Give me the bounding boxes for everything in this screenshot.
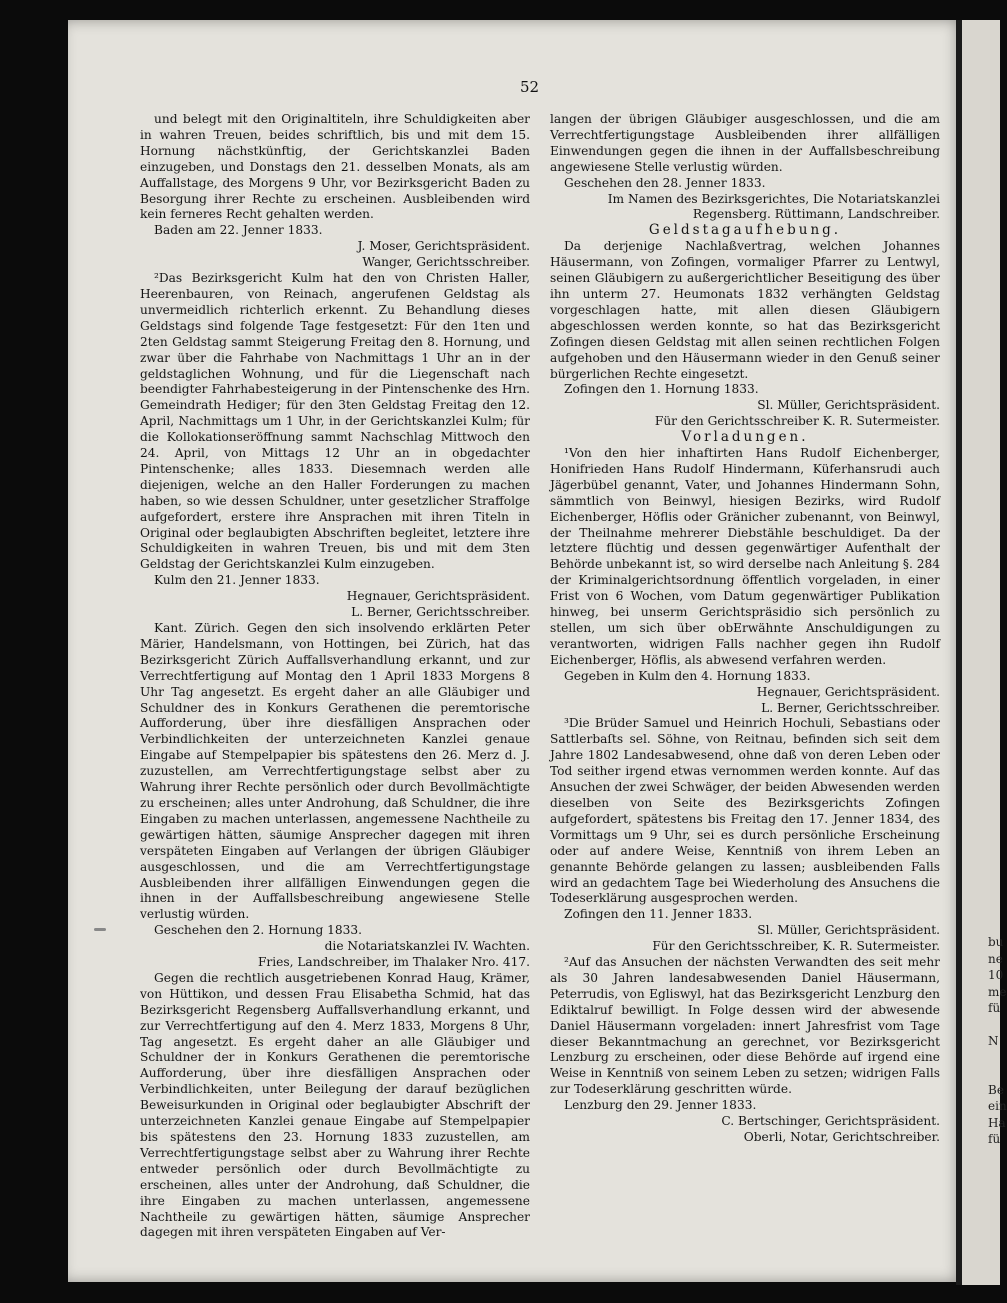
- margin-mark: [94, 928, 106, 931]
- left-column: [140, 112, 530, 1241]
- dateline: Zofingen den 11. Jenner 1833.: [564, 907, 753, 922]
- edge-fragment: bu: [988, 935, 1004, 949]
- signature: J. Moser, Gerichtspräsident.: [357, 239, 530, 254]
- section-heading: Geldstagaufhebung.: [648, 222, 842, 239]
- paragraph: ²Das Bezirksgericht Kulm hat den von Christen Haller, Heerenbauren, von Reinach, angerufenen Geldstag als unvermeidlich richterlich erkennt. Zu Behandlung dieses Geldstags sind folgende Tage festgesetzt: Für den 1ten und 2ten Geldstag sammt Steigerung Freitag den 8. Hornung, und zwar über die Fahrhabe von Nachmittags 1 Uhr an in der geldstaglichen Wohnung, und für die Liegenschaft nach beendigter Fahrhabesteigerung in der Pintenschenke des Hrn. Gemeindrath Hediger; für den 3ten Geldstag Freitag den 12. April, Nachmittags um 1 Uhr, in der Gerichtskanzlei Kulm; für die Kollokationseröffnung sammt Nachschlag Mittwoch den 24. April, von Mittags 12 Uhr an in obgedachter Pintenschenke; alles 1833. Diesemnach werden alle diejenigen, welche an den Haller Forderungen zu machen haben, so wie dessen Schuldner, unter gesetzlicher Straffolge aufgefordert, erstere ihre Ansprachen mit ihren Titeln in Original oder beglaubigten Abschriften begleitet, letztere ihre Schuldigkeiten in wahren Treuen, bis und mit dem 3ten Geldstag der Gerichtskanzlei Kulm einzugeben.: [140, 271, 530, 572]
- signature: Hegnauer, Gerichtspräsident.: [756, 684, 940, 699]
- edge-fragment: Be: [988, 1083, 1004, 1097]
- signature: Hegnauer, Gerichtspräsident.: [346, 589, 530, 604]
- signature: Für den Gerichtsschreiber K. R. Sutermeister.: [654, 414, 940, 429]
- dateline: Gegeben in Kulm den 4. Hornung 1833.: [564, 668, 811, 683]
- paragraph: Kant. Zürich. Gegen den sich insolvendo erklärten Peter Märier, Handelsmann, von Hottingen, bei Zürich, hat das Bezirksgericht Zürich Auffallsverhandlung erkannt, und zur Verrechtfertigung auf Montag den 1 April 1833 Morgens 8 Uhr Tag angesetzt. Es ergeht daher an alle Gläubiger und Schuldner des in Konkurs Gerathenen die peremtorische Aufforderung, über ihre diesfälligen Ansprachen oder Verbindlichkeiten der unterzeichneten Kanzlei genaue Eingabe auf Stempelpapier bis spätestens den 26. Merz d. J. zuzustellen, am Verrechtfertigungstage selbst aber zu Wahrung ihrer Rechte persönlich oder durch Bevollmächtigte zu erscheinen; alles unter Androhung, daß Schuldner, die ihre Eingaben zu machen unterlassen, angemessene Nachtheile zu gewärtigen hätten, säumige Ansprecher dagegen mit ihren verspäteten Eingaben auf Verlangen der übrigen Gläubiger ausgeschlossen, und die am Verrechtfertigungstage Ausbleibenden ihrer allfälligen Einwendungen gegen die ihnen in der Auffallsbeschreibung angewiesene Stelle verlustig würden.: [140, 621, 530, 922]
- signature: Für den Gerichtsschreiber, K. R. Sutermeister.: [652, 939, 940, 954]
- paragraph: langen der übrigen Gläubiger ausgeschlossen, und die am Verrechtfertigungstage Ausbleibenden ihrer allfälligen Einwendungen gegen die ihnen in der Auffallsbeschreibung angewiesene Stelle verlustig würden.: [550, 112, 940, 174]
- edge-fragment: ein: [988, 1099, 1007, 1113]
- section-heading: Vorladungen.: [681, 429, 809, 446]
- right-column: [550, 112, 940, 1146]
- paragraph: ³Die Brüder Samuel und Heinrich Hochuli, Sebastians oder Sattlerbaſts sel. Söhne, von Reitnau, befinden sich seit dem Jahre 1802 Landesabwesend, ohne daß von deren Leben oder Tod seither irgend etwas vernommen werden konnte. Auf das Ansuchen der zwei Schwäger, der beiden Abwesenden werden dieselben von Seite des Bezirksgerichts Zofingen aufgefordert, spätestens bis Freitag den 17. Jenner 1834, des Vormittags um 9 Uhr, sei es durch persönliche Erscheinung oder auf andere Weise, Kenntniß von ihrem Leben an genannte Behörde gelangen zu lassen; ausbleibenden Falls wird an gedachtem Tage bei Wiederholung des Ansuchens die Todeserklärung ausgesprochen werden.: [550, 716, 940, 906]
- edge-fragment: fü: [988, 1001, 1001, 1015]
- signature: Oberli, Notar, Gerichtschreiber.: [743, 1130, 940, 1144]
- paragraph: und belegt mit den Originaltiteln, ihre Schuldigkeiten aber in wahren Treuen, beides schriftlich, bis und mit dem 15. Hornung nächstkünftig, der Gerichtskanzlei Baden einzugeben, und Donstags den 21. desselben Monats, als am Auffallstage, des Morgens 9 Uhr, vor Bezirksgericht Baden zu Besorgung ihrer Rechte zu erscheinen. Ausbleibenden wird kein ferneres Recht gehalten werden.: [140, 112, 530, 222]
- signature: Sl. Müller, Gerichtspräsident.: [757, 923, 940, 938]
- paragraph: ¹Von den hier inhaftirten Hans Rudolf Eichenberger, Honifrieden Hans Rudolf Hindermann, Küferhansrudi auch Jägerbübel genannt, Vater, und Johannes Hindermann Sohn, sämmtlich von Beinwyl, hiesigen Bezirks, wird Rudolf Eichenberger, Höflis oder Gränicher zubenannt, von Beinwyl, der Theilnahme mehrerer Diebstähle beschuldiget. Da der letztere flüchtig und dessen gegenwärtiger Aufenthalt der Behörde unbekannt ist, so wird derselbe nach Anleitung §. 284 der Kriminalgerichtsordnung öffentlich vorgeladen, in einer Frist von 6 Wochen, vom Datum gegenwärtiger Publikation hinweg, bei unserm Gerichtspräsidio sich persönlich zu stellen, um sich über obErwähnte Anschuldigungen zu verantworten, widrigen Falls nachher gegen ihn Rudolf Eichenberger, Höflis, als abwesend verfahren werden.: [550, 446, 940, 667]
- edge-fragment: N: [988, 1034, 999, 1048]
- dateline: Geschehen den 2. Hornung 1833.: [154, 923, 363, 938]
- signature: L. Berner, Gerichtsschreiber.: [351, 605, 530, 620]
- edge-fragment: Ha: [988, 1116, 1006, 1130]
- signature: Sl. Müller, Gerichtspräsident.: [757, 398, 940, 413]
- dateline: Kulm den 21. Jenner 1833.: [154, 573, 320, 588]
- signature: L. Berner, Gerichtsschreiber.: [761, 700, 940, 715]
- signature: Fries, Landschreiber, im Thalaker Nro. 417.: [257, 955, 530, 970]
- dateline: Geschehen den 28. Jenner 1833.: [564, 175, 766, 190]
- paragraph: ²Auf das Ansuchen der nächsten Verwandten des seit mehr als 30 Jahren landesabwesenden Daniel Häusermann, Peterrudis, von Egliswyl, hat das Bezirksgericht Lenzburg den Ediktalruf bewilligt. In Folge dessen wird der abwesende Daniel Häusermann vorgeladen: innert Jahresfrist vom Tage dieser Bekanntmachung an gerechnet, vor Bezirksgericht Lenzburg zu erscheinen, oder diese Behörde auf irgend eine Weise in Kenntniß von seinem Leben zu setzen; widrigen Falls zur Todeserklärung geschritten würde.: [550, 955, 940, 1097]
- signature: C. Bertschinger, Gerichtspräsident.: [721, 1114, 940, 1129]
- edge-fragment: me: [988, 985, 1007, 999]
- dateline: Baden am 22. Jenner 1833.: [154, 223, 323, 238]
- paragraph: Da derjenige Nachlaßvertrag, welchen Johannes Häusermann, von Zofingen, vormaliger Pfarrer zu Lentwyl, seinen Gläubigern zu außergerichtlicher Beseitigung des über ihn unterm 27. Heumonats 1832 verhängten Geldstag vorgeschlagen hatte, mit allen diesen Gläubigern abgeschlossen werden konnte, so hat das Bezirksgericht Zofingen diesen Geldstag mit allen seinen rechtlichen Folgen aufgehoben und den Häusermann wieder in den Genuß seiner bürgerlichen Rechte eingesetzt.: [550, 239, 940, 381]
- paragraph: Gegen die rechtlich ausgetriebenen Konrad Haug, Krämer, von Hüttikon, und dessen Frau Elisabetha Schmid, hat das Bezirksgericht Regensberg Auffallsverhandlung erkannt, und zur Verrechtfertigung auf den 4. Merz 1833, Morgens 8 Uhr, Tag angesetzt. Es ergeht daher an alle Gläubiger und Schuldner der in Konkurs Gerathenen die peremtorische Aufforderung, über ihre diesfälligen Ansprachen oder Verbindlichkeiten, unter Beilegung der darauf bezüglichen Beweisurkunden in Original oder beglaubigter Abschrift der unterzeichneten Kanzlei genaue Eingabe auf Stempelpapier bis spätestens den 23. Hornung 1833 zuzustellen, am Verrechtfertigungstage selbst aber zu Wahrung ihrer Rechte entweder persönlich oder durch Bevollmächtigte zu erscheinen, alles unter der Androhung, daß Schuldner, die ihre Eingaben zu machen unterlassen, angemessene Nachtheile zu gewärtigen hätten, säumige Ansprecher dagegen mit ihren verspäteten Eingaben auf Ver-: [140, 970, 530, 1240]
- edge-fragment: 10: [988, 968, 1004, 982]
- page-number: 52: [520, 78, 540, 96]
- dateline: Lenzburg den 29. Jenner 1833.: [564, 1098, 757, 1113]
- signature: die Notariatskanzlei IV. Wachten.: [324, 939, 530, 954]
- dateline: Zofingen den 1. Hornung 1833.: [564, 382, 759, 397]
- signature: Im Namen des Bezirksgerichtes, Die Notariatskanzlei Regensberg. Rüttimann, Landschreiber.: [607, 191, 940, 222]
- edge-fragment: ne: [988, 952, 1003, 966]
- signature: Wanger, Gerichtsschreiber.: [362, 255, 530, 270]
- edge-fragment: fü: [988, 1132, 1001, 1146]
